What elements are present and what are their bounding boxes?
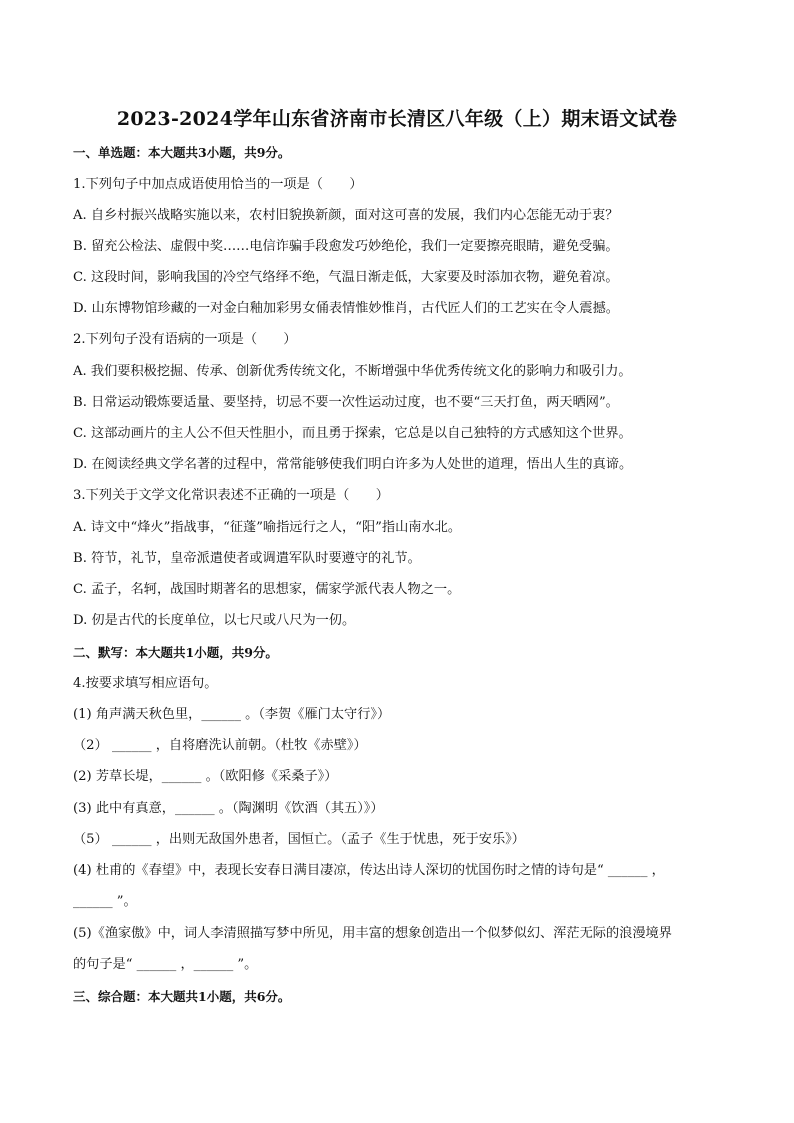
q1-option-d: D. 山东博物馆珍藏的一对金白釉加彩男女俑表情惟妙惟肖，古代匠人们的工艺实在令人震撼。 [73, 301, 619, 316]
q4-item-4: (3) 此中有真意，______ 。（陶渊明《饮酒（其五）》） [73, 801, 384, 816]
q2-option-c: C. 这部动画片的主人公不但天性胆小，而且勇于探索，它总是以自己独特的方式感知这个世界。 [73, 426, 632, 441]
q2-option-a: A. 我们要积极挖掘、传承、创新优秀传统文化，不断增强中华优秀传统文化的影响力和吸引力。 [73, 364, 632, 379]
q3-option-d: D. 仞是古代的长度单位，以七尺或八尺为一仞。 [73, 613, 356, 628]
question-4: 4.按要求填写相应语句。 [73, 676, 218, 691]
q4-item-5: （5） ______ ，出则无敌国外患者，国恒亡。（孟子《生于忧患，死于安乐》） [73, 832, 525, 847]
q4-item-6-line-1: (4) 杜甫的《春望》中，表现长安春日满目凄凉，传达出诗人深切的忧国伤时之情的诗句是“ ______ ， [73, 863, 665, 878]
section-1-heading: 一、单选题：本大题共3小题，共9分。 [73, 145, 291, 160]
question-1: 1.下列句子中加点成语使用恰当的一项是（ ） [73, 177, 363, 192]
section-3-heading: 三、综合题：本大题共1小题，共6分。 [73, 989, 291, 1004]
q4-item-3: (2) 芳草长堤，______ 。（欧阳修《采桑子》） [73, 769, 338, 784]
q1-option-b: B. 留充公检法、虚假中奖……电信诈骗手段愈发巧妙绝伦，我们一定要擦亮眼睛，避免受骗。 [73, 239, 619, 254]
q2-option-b: B. 日常运动锻炼要适量、要坚持，切忌不要一次性运动过度，也不要“三天打鱼，两天晒网”。 [73, 395, 619, 410]
q1-option-c: C. 这段时间，影响我国的冷空气络绎不绝，气温日渐走低，大家要及时添加衣物，避免着凉。 [73, 270, 619, 285]
question-3: 3.下列关于文学文化常识表述不正确的一项是（ ） [73, 488, 389, 503]
q1-option-a: A. 自乡村振兴战略实施以来，农村旧貌换新颜，面对这可喜的发展，我们内心怎能无动于衷？ [73, 208, 619, 223]
exam-title: 2023-2024学年山东省济南市长清区八年级（上）期末语文试卷 [116, 108, 678, 130]
question-2: 2.下列句子没有语病的一项是（ ） [73, 332, 297, 347]
q4-item-7-line-1: (5)《渔家傲》中，词人李清照描写梦中所见，用丰富的想象创造出一个似梦似幻、浑茫无际的浪漫境界 [73, 926, 672, 941]
q2-option-d: D. 在阅读经典文学名著的过程中，常常能够使我们明白许多为人处世的道理，悟出人生的真谛。 [73, 457, 633, 472]
q3-option-c: C. 孟子，名轲，战国时期著名的思想家，儒家学派代表人物之一。 [73, 582, 461, 597]
q4-item-7-line-2: 的句子是“ ______ ，______ ”。 [73, 957, 258, 972]
q4-item-6-line-2: ______ ”。 [73, 894, 137, 909]
q4-item-2: （2） ______ ，自将磨洗认前朝。（杜牧《赤壁》） [73, 738, 367, 753]
section-2-heading: 二、默写：本大题共1小题，共9分。 [73, 645, 278, 660]
q4-item-1: (1) 角声满天秋色里，______ 。（李贺《雁门太守行》） [73, 707, 391, 722]
q3-option-a: A. 诗文中“烽火”指战事，“征蓬”喻指远行之人，“阳”指山南水北。 [73, 520, 462, 535]
q3-option-b: B. 符节，礼节，皇帝派遣使者或调遣军队时要遵守的礼节。 [73, 551, 421, 566]
